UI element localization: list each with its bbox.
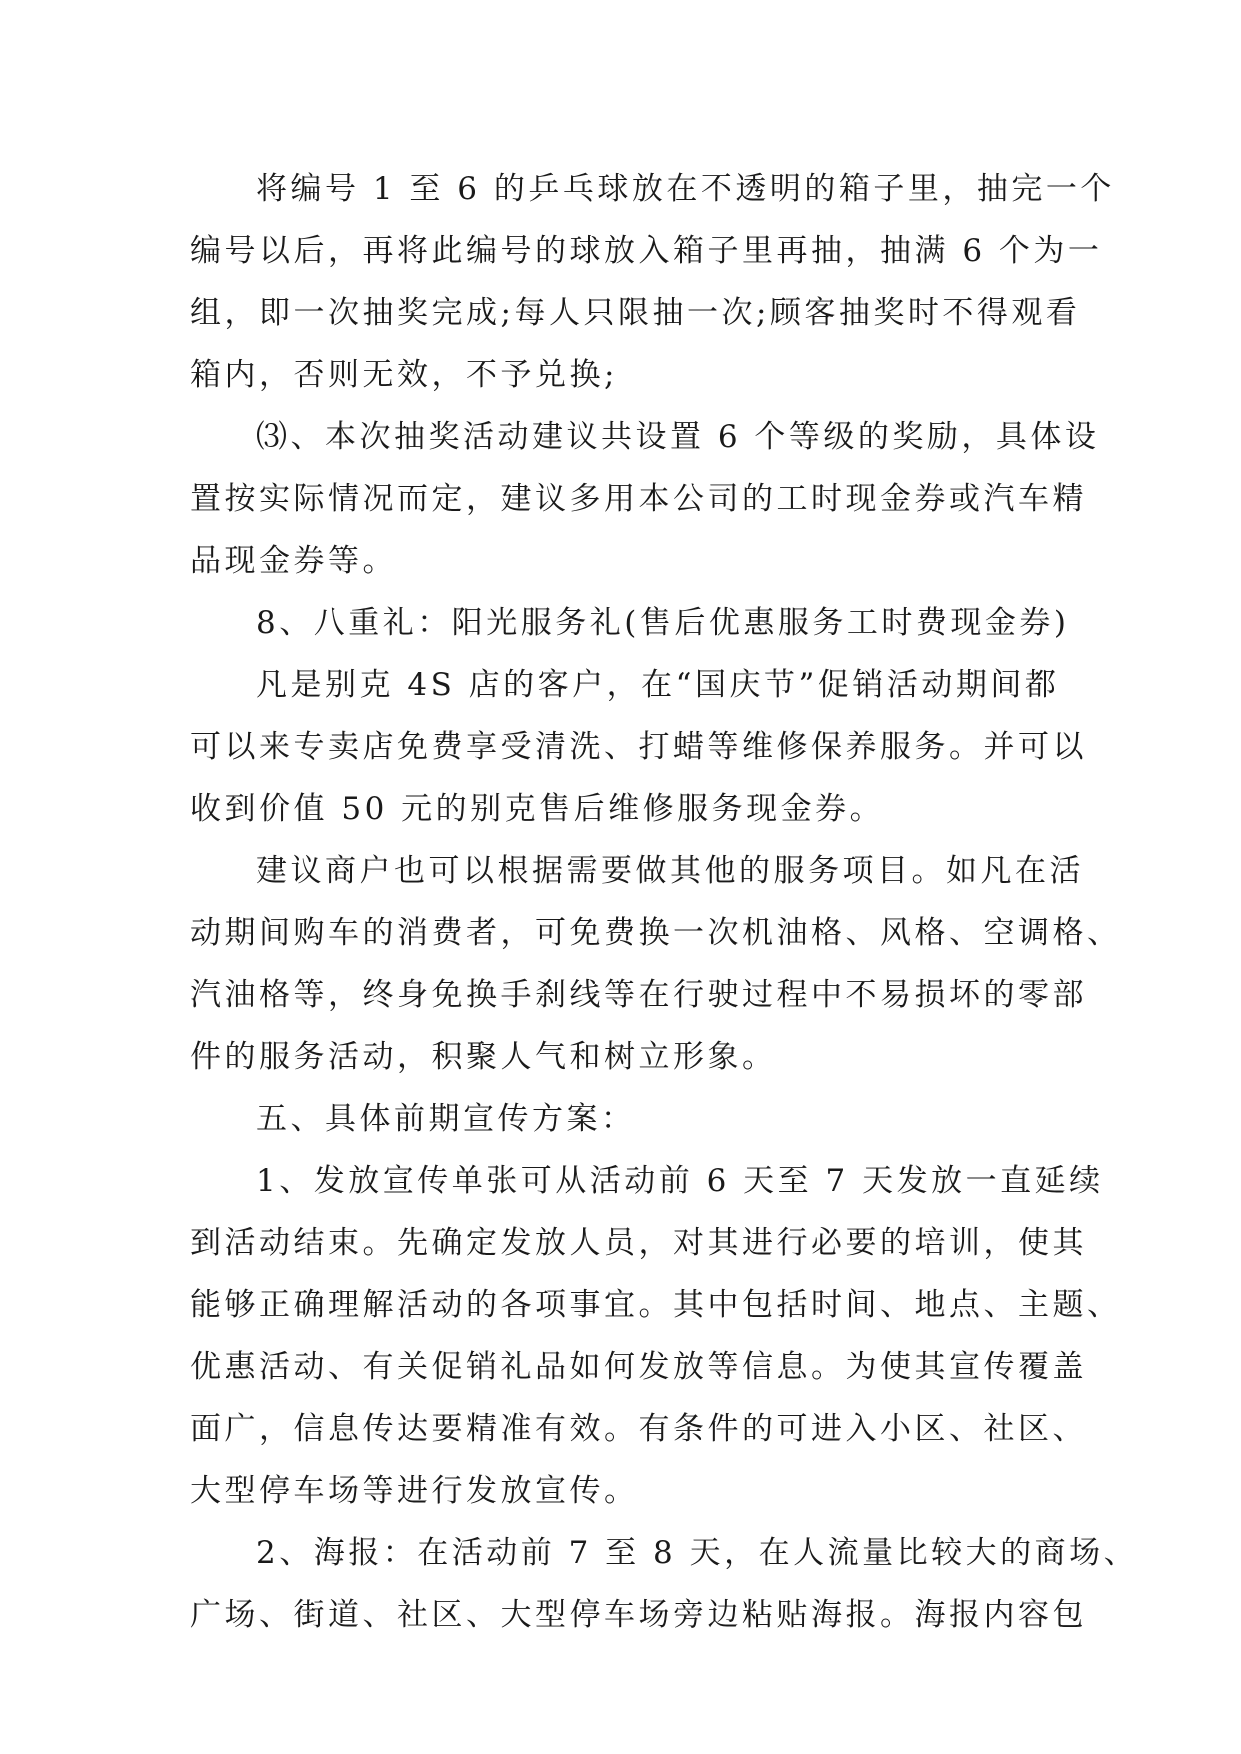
text-line: 组，即一次抽奖完成;每人只限抽一次;顾客抽奖时不得观看 (190, 295, 1081, 331)
text-line: 件的服务活动，积聚人气和树立形象。 (190, 1039, 777, 1075)
text-line: 收到价值 50 元的别克售后维修服务现金券。 (190, 791, 885, 827)
text-line: 品现金券等。 (190, 543, 397, 579)
text-line: 凡是别克 4S 店的客户，在“国庆节”促销活动期间都 (256, 667, 1060, 703)
text-line: 将编号 1 至 6 的乒乓球放在不透明的箱子里，抽完一个 (256, 171, 1115, 207)
text-line: 2、海报：在活动前 7 至 8 天，在人流量比较大的商场、 (256, 1535, 1139, 1571)
text-line: 建议商户也可以根据需要做其他的服务项目。如凡在活 (256, 853, 1084, 889)
text-line: 面广，信息传达要精准有效。有条件的可进入小区、社区、 (190, 1411, 1087, 1447)
text-line: 置按实际情况而定，建议多用本公司的工时现金券或汽车精 (190, 481, 1087, 517)
text-line: 五、具体前期宣传方案： (256, 1101, 636, 1137)
text-line: 汽油格等，终身免换手刹线等在行驶过程中不易损坏的零部 (190, 977, 1087, 1013)
text-line: 能够正确理解活动的各项事宜。其中包括时间、地点、主题、 (190, 1287, 1122, 1323)
text-line: 到活动结束。先确定发放人员，对其进行必要的培训，使其 (190, 1225, 1087, 1261)
text-line: 优惠活动、有关促销礼品如何发放等信息。为使其宣传覆盖 (190, 1349, 1087, 1385)
text-line: 箱内，否则无效，不予兑换; (190, 357, 618, 393)
document-body (190, 158, 1139, 1646)
text-line: 大型停车场等进行发放宣传。 (190, 1473, 639, 1509)
text-line: 动期间购车的消费者，可免费换一次机油格、风格、空调格、 (190, 915, 1122, 951)
text-line: 8、八重礼：阳光服务礼(售后优惠服务工时费现金券) (256, 605, 1070, 641)
text-line: 广场、街道、社区、大型停车场旁边粘贴海报。海报内容包 (190, 1597, 1087, 1633)
text-line: ⑶、本次抽奖活动建议共设置 6 个等级的奖励，具体设 (256, 419, 1100, 455)
text-line: 可以来专卖店免费享受清洗、打蜡等维修保养服务。并可以 (190, 729, 1087, 765)
text-line: 1、发放宣传单张可从活动前 6 天至 7 天发放一直延续 (256, 1163, 1104, 1199)
text-line: 编号以后，再将此编号的球放入箱子里再抽，抽满 6 个为一 (190, 233, 1103, 269)
